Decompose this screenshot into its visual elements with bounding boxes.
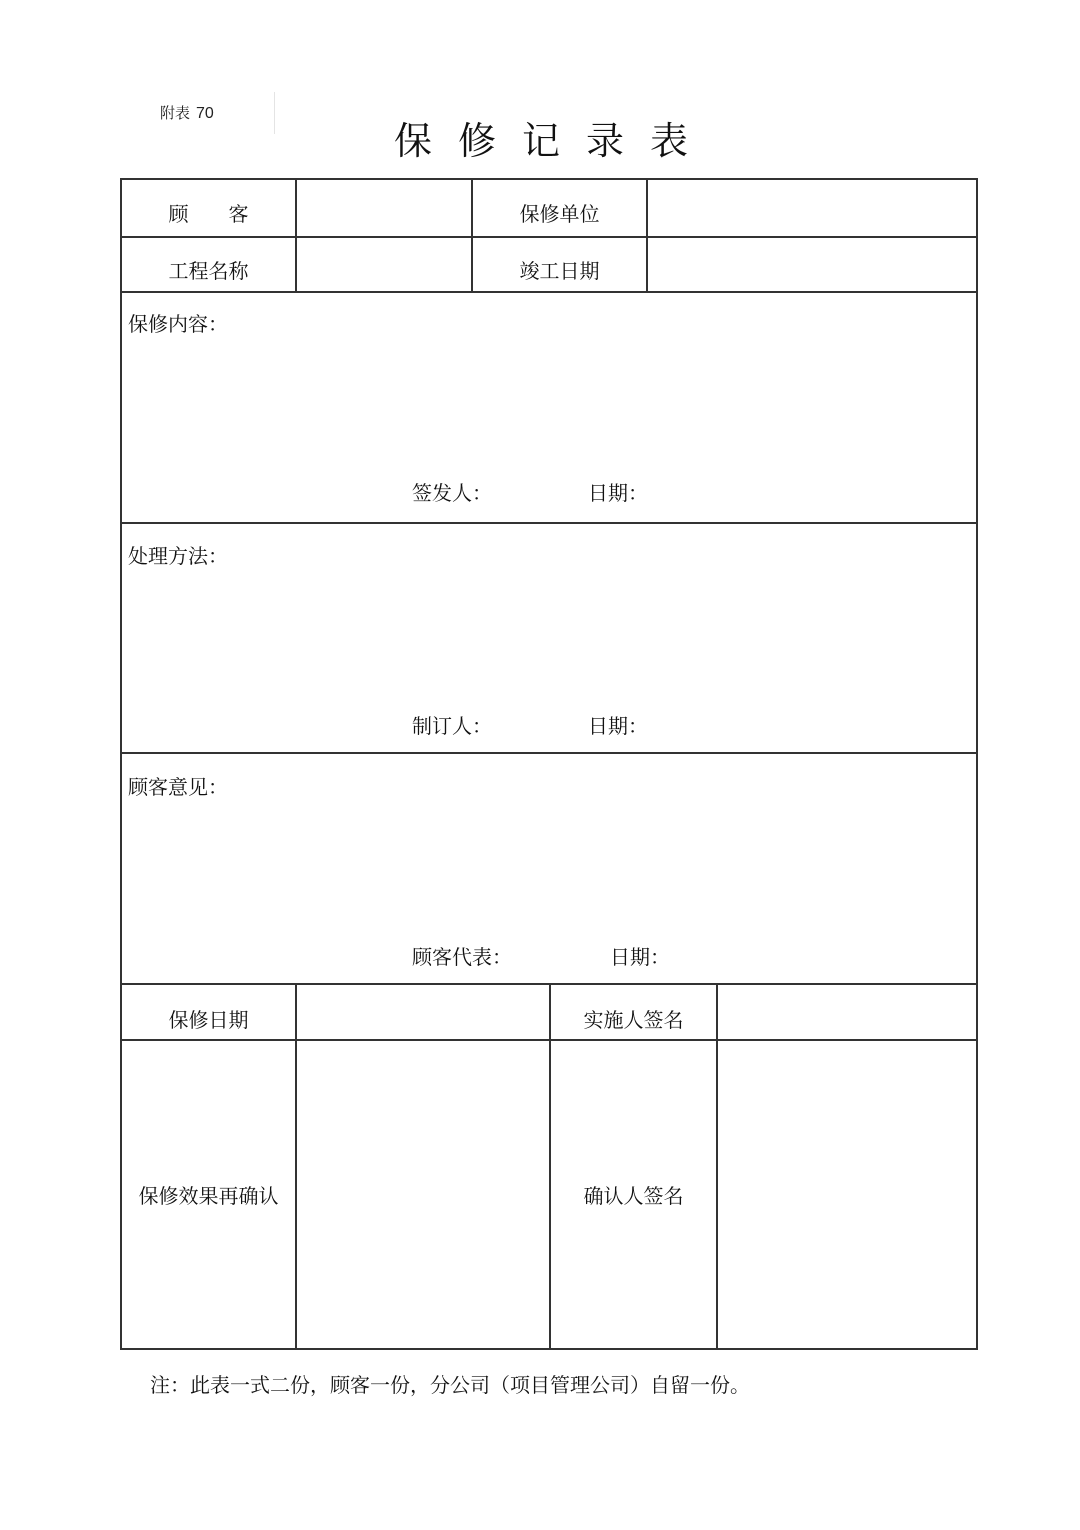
reconfirm-field[interactable]: [297, 1041, 549, 1348]
rule-method-bottom: [122, 752, 976, 754]
implementer-sign-label: 实施人签名: [583, 1007, 684, 1032]
repair-unit-field[interactable]: [648, 180, 976, 236]
customer-opinion-date-label: 日期：: [610, 945, 670, 969]
handling-method-date-label: 日期：: [588, 714, 648, 738]
reconfirm-label: 保修效果再确认: [138, 1184, 279, 1208]
confirmer-sign-field[interactable]: [718, 1041, 976, 1348]
rule-content-bottom: [122, 522, 976, 524]
customer-field[interactable]: [297, 180, 471, 236]
handling-method-label: 处理方法：: [128, 544, 228, 568]
completion-date-field[interactable]: [648, 238, 976, 291]
repair-content-date-label: 日期：: [588, 481, 648, 505]
project-name-field[interactable]: [297, 238, 471, 291]
project-name-label: 工程名称: [168, 259, 249, 283]
customer-representative-label: 顾客代表：: [412, 945, 512, 969]
repair-date-field[interactable]: [297, 985, 549, 1039]
repair-unit-label: 保修单位: [519, 201, 600, 226]
customer-opinion-label: 顾客意见：: [128, 775, 228, 799]
completion-date-label: 竣工日期: [519, 259, 600, 283]
customer-label: 顾 客: [168, 201, 249, 226]
implementer-sign-field[interactable]: [718, 985, 976, 1039]
repair-content-label: 保修内容：: [128, 312, 228, 336]
repair-date-label: 保修日期: [168, 1007, 249, 1032]
footer-note: 注：此表一式二份，顾客一份，分公司（项目管理公司）自留一份。: [150, 1373, 750, 1397]
issuer-label: 签发人：: [412, 481, 492, 505]
appendix-number: 70: [196, 105, 214, 122]
repair-record-form: [120, 178, 978, 1350]
confirmer-sign-label: 确认人签名: [583, 1184, 684, 1208]
page-title: 保修记录表: [393, 119, 714, 163]
maker-label: 制订人：: [412, 714, 492, 738]
appendix-text: 附表: [160, 105, 191, 122]
